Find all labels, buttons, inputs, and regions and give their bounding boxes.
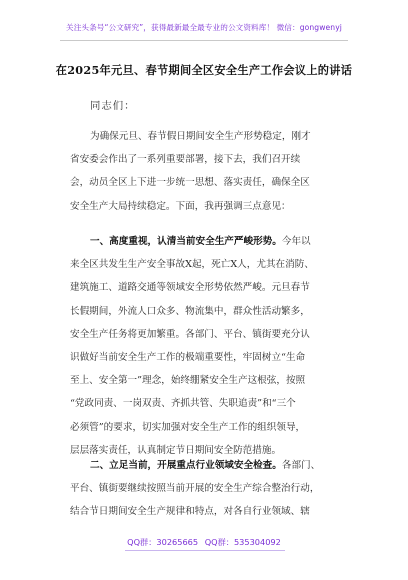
- paragraph-intro: [70, 125, 340, 218]
- section-heading-2: 二、立足当前，开展重点行业领域安全检查。: [90, 460, 282, 471]
- footer-qq-group-1: QQ群：30265665: [127, 537, 199, 547]
- text-line: 层层落实责任，认真制定节日期间安全防范措施。: [70, 444, 282, 456]
- text-line: 会，动员全区上下进一步统一思想、落实责任，确保全区: [70, 177, 310, 189]
- text-line: 为确保元旦、春节假日期间安全生产形势稳定，刚才: [90, 131, 311, 142]
- text-line: 安全生产大局持续稳定。下面，我再强调三点意见：: [70, 200, 291, 212]
- header-divider: [60, 40, 348, 41]
- text-line: 平台、镇街要继续按照当前开展的安全生产综合整治行动，: [70, 483, 320, 495]
- greeting: 同志们：: [90, 100, 136, 112]
- text-fragment: 各部门、: [281, 460, 321, 471]
- text-line: 必须管”的要求，切实加强对安全生产工作的组织领导，: [70, 421, 306, 433]
- text-line: 建筑施工、道路交通等领域安全形势依然严峻。元旦春节: [70, 282, 310, 294]
- text-line: 识做好当前安全生产工作的极端重要性，牢固树立“生命: [70, 351, 306, 363]
- text-line: 来全区共发生生产安全事故X起，死亡X人，尤其在消防、: [70, 259, 314, 271]
- paragraph-section-2: [70, 454, 340, 524]
- text-line: 结合节日期间安全生产规律和特点，对各自行业领域、辖: [70, 506, 310, 518]
- text-line: 省安委会作出了一系列重要部署，接下去，我们召开续: [70, 154, 301, 166]
- footer-qq-group-2: QQ群：535304092: [204, 537, 281, 547]
- text-line: “党政同责、一岗双责、齐抓共管、失职追责”和“三个: [70, 398, 296, 410]
- document-title: 在2025年元旦、春节期间全区安全生产工作会议上的讲话: [55, 63, 353, 77]
- text-line: [70, 454, 340, 477]
- footer-banner: [0, 537, 408, 548]
- section-heading-1: 一、高度重视，认清当前安全生产严峻形势。: [90, 236, 282, 247]
- footer-divider: [125, 550, 285, 551]
- text-line: 安全生产任务将更加繁重。各部门、平台、镇街要充分认: [70, 328, 310, 340]
- text-line: 至上、安全第一”理念，始终绷紧安全生产这根弦，按照: [70, 375, 306, 387]
- paragraph-section-1: [70, 230, 340, 462]
- text-fragment: 今年以: [281, 236, 311, 247]
- text-line: 长假期间，外流人口众多、物流集中，群众性活动繁多，: [70, 305, 310, 317]
- header-banner: 关注头条号“公文研究”，获得最新最全最专业的公文资料库！ 微信：gongwenyj: [66, 23, 342, 32]
- text-line: [70, 230, 340, 253]
